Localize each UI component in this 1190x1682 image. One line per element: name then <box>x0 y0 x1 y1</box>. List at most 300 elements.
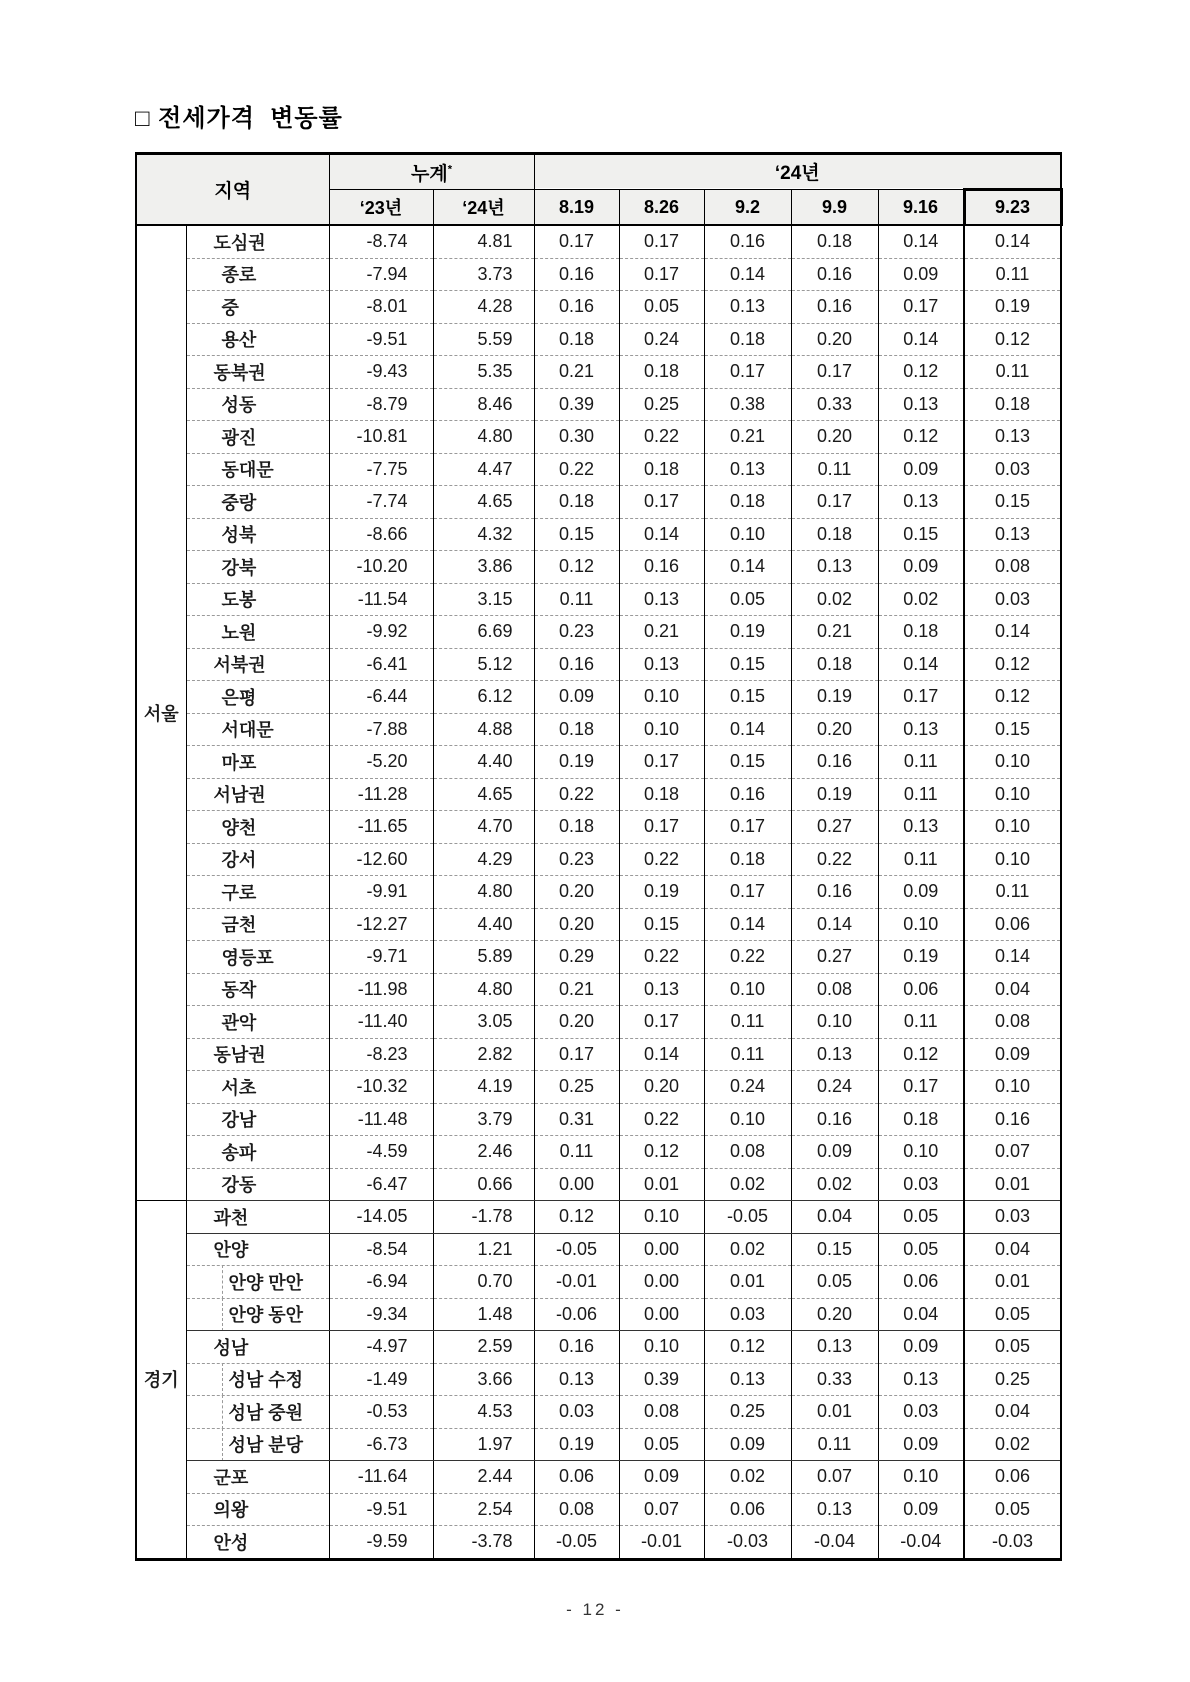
value-cell: 0.17 <box>791 486 878 519</box>
table-row <box>136 811 1061 844</box>
value-cell: 0.17 <box>534 225 619 258</box>
table-row <box>136 713 1061 746</box>
value-cell: 0.22 <box>619 843 704 876</box>
value-cell: 4.28 <box>433 291 534 324</box>
value-cell: 0.09 <box>878 258 964 291</box>
region-name: 중 <box>186 291 329 324</box>
value-cell: 0.17 <box>534 1038 619 1071</box>
value-cell: -0.53 <box>329 1396 433 1429</box>
value-cell: 0.19 <box>534 1428 619 1461</box>
value-cell: -8.66 <box>329 518 433 551</box>
value-cell: 0.13 <box>964 518 1061 551</box>
value-cell: 0.16 <box>791 258 878 291</box>
region-name: 서북권 <box>186 648 329 681</box>
table-row <box>136 356 1061 389</box>
value-cell: 0.16 <box>534 648 619 681</box>
value-cell: 0.05 <box>791 1266 878 1299</box>
value-cell: 0.39 <box>619 1363 704 1396</box>
value-cell: 0.12 <box>619 1136 704 1169</box>
value-cell: 0.10 <box>619 713 704 746</box>
value-cell: 0.18 <box>534 811 619 844</box>
page-title: □ 전세가격 변동률 <box>135 105 343 132</box>
region-name: 마포 <box>186 746 329 779</box>
table-row <box>136 1071 1061 1104</box>
value-cell: 0.20 <box>534 908 619 941</box>
value-cell: 0.12 <box>878 1038 964 1071</box>
value-cell: 0.19 <box>704 616 791 649</box>
value-cell: -6.94 <box>329 1266 433 1299</box>
value-cell: -4.59 <box>329 1136 433 1169</box>
region-name: 성동 <box>186 388 329 421</box>
value-cell: 0.11 <box>791 1428 878 1461</box>
value-cell: 0.10 <box>619 1201 704 1234</box>
value-cell: 0.13 <box>619 648 704 681</box>
header-col-0819: 8.19 <box>534 190 619 226</box>
value-cell: 0.11 <box>878 778 964 811</box>
jeonse-price-change-table <box>135 152 1063 1561</box>
value-cell: 0.08 <box>791 973 878 1006</box>
value-cell: 0.01 <box>791 1396 878 1429</box>
value-cell: -0.05 <box>704 1201 791 1234</box>
value-cell: 0.20 <box>619 1071 704 1104</box>
value-cell: 0.21 <box>534 356 619 389</box>
region-name: 강북 <box>186 551 329 584</box>
value-cell: 0.12 <box>964 323 1061 356</box>
region-name: 의왕 <box>186 1493 329 1526</box>
value-cell: 0.09 <box>964 1038 1061 1071</box>
value-cell: -10.20 <box>329 551 433 584</box>
value-cell: 0.12 <box>704 1331 791 1364</box>
value-cell: 0.19 <box>791 778 878 811</box>
table-row <box>136 616 1061 649</box>
region-name: 동대문 <box>186 453 329 486</box>
value-cell: 0.19 <box>791 681 878 714</box>
value-cell: 0.18 <box>619 778 704 811</box>
header-region: 지역 <box>136 154 329 226</box>
value-cell: 2.44 <box>433 1461 534 1494</box>
table-row <box>136 1006 1061 1039</box>
value-cell: 0.13 <box>878 1363 964 1396</box>
region-name: 은평 <box>186 681 329 714</box>
value-cell: 0.11 <box>878 746 964 779</box>
table-row <box>136 583 1061 616</box>
value-cell: -8.01 <box>329 291 433 324</box>
value-cell: 0.06 <box>704 1493 791 1526</box>
value-cell: 0.04 <box>878 1298 964 1331</box>
region-name: 성남 <box>186 1331 329 1364</box>
value-cell: 3.73 <box>433 258 534 291</box>
value-cell: 0.09 <box>878 551 964 584</box>
value-cell: 0.13 <box>878 811 964 844</box>
value-cell: 0.05 <box>878 1233 964 1266</box>
region-name: 서초 <box>186 1071 329 1104</box>
value-cell: 0.33 <box>791 388 878 421</box>
value-cell: 0.10 <box>878 1461 964 1494</box>
value-cell: 0.19 <box>534 746 619 779</box>
value-cell: 0.38 <box>704 388 791 421</box>
value-cell: 0.22 <box>619 1103 704 1136</box>
value-cell: 0.30 <box>534 421 619 454</box>
region-name: 동북권 <box>186 356 329 389</box>
value-cell: 0.03 <box>534 1396 619 1429</box>
value-cell: 0.02 <box>704 1233 791 1266</box>
value-cell: -11.65 <box>329 811 433 844</box>
value-cell: 0.01 <box>704 1266 791 1299</box>
value-cell: 0.18 <box>704 323 791 356</box>
value-cell: 0.10 <box>791 1006 878 1039</box>
value-cell: 0.05 <box>878 1201 964 1234</box>
value-cell: 0.19 <box>619 876 704 909</box>
value-cell: -11.98 <box>329 973 433 1006</box>
value-cell: 0.13 <box>534 1363 619 1396</box>
region-name: 성남 분당 <box>186 1428 329 1461</box>
value-cell: 0.02 <box>791 1168 878 1201</box>
value-cell: 0.01 <box>619 1168 704 1201</box>
value-cell: 4.80 <box>433 973 534 1006</box>
value-cell: 0.02 <box>964 1428 1061 1461</box>
value-cell: 0.18 <box>791 518 878 551</box>
table-row <box>136 1201 1061 1234</box>
value-cell: 3.86 <box>433 551 534 584</box>
value-cell: 0.09 <box>878 1331 964 1364</box>
value-cell: 0.06 <box>878 1266 964 1299</box>
value-cell: -10.32 <box>329 1071 433 1104</box>
table-row <box>136 388 1061 421</box>
region-name: 안양 동안 <box>186 1298 329 1331</box>
value-cell: 0.02 <box>704 1168 791 1201</box>
value-cell: 0.18 <box>619 356 704 389</box>
value-cell: 0.03 <box>964 453 1061 486</box>
region-name: 강동 <box>186 1168 329 1201</box>
value-cell: 0.27 <box>791 811 878 844</box>
value-cell: -0.06 <box>534 1298 619 1331</box>
value-cell: 0.17 <box>704 811 791 844</box>
value-cell: -6.44 <box>329 681 433 714</box>
value-cell: 0.20 <box>791 1298 878 1331</box>
value-cell: 0.20 <box>534 1006 619 1039</box>
value-cell: 0.15 <box>878 518 964 551</box>
table-row <box>136 876 1061 909</box>
value-cell: 0.10 <box>878 908 964 941</box>
value-cell: 0.09 <box>878 453 964 486</box>
footnote-mark: * <box>447 163 452 176</box>
region-name: 양천 <box>186 811 329 844</box>
table-row <box>136 778 1061 811</box>
table-row <box>136 323 1061 356</box>
value-cell: 0.18 <box>534 713 619 746</box>
value-cell: 0.15 <box>964 486 1061 519</box>
value-cell: 0.17 <box>619 225 704 258</box>
value-cell: 0.13 <box>964 421 1061 454</box>
value-cell: 0.03 <box>964 1201 1061 1234</box>
table-row <box>136 843 1061 876</box>
value-cell: -1.78 <box>433 1201 534 1234</box>
value-cell: 4.81 <box>433 225 534 258</box>
value-cell: 2.54 <box>433 1493 534 1526</box>
value-cell: 1.97 <box>433 1428 534 1461</box>
value-cell: 0.23 <box>534 616 619 649</box>
value-cell: 0.18 <box>534 486 619 519</box>
value-cell: 0.22 <box>619 941 704 974</box>
value-cell: 1.48 <box>433 1298 534 1331</box>
value-cell: -6.73 <box>329 1428 433 1461</box>
value-cell: 0.10 <box>704 518 791 551</box>
value-cell: 0.25 <box>964 1363 1061 1396</box>
value-cell: 0.14 <box>964 616 1061 649</box>
value-cell: 0.18 <box>791 225 878 258</box>
table-row <box>136 1233 1061 1266</box>
header-col-24: ‘24년 <box>433 190 534 226</box>
header-col-0923-highlighted: 9.23 <box>964 190 1061 226</box>
region-name: 노원 <box>186 616 329 649</box>
value-cell: -7.75 <box>329 453 433 486</box>
group-label: 서울 <box>136 225 186 1201</box>
value-cell: 0.03 <box>704 1298 791 1331</box>
value-cell: 0.08 <box>619 1396 704 1429</box>
value-cell: 0.66 <box>433 1168 534 1201</box>
table-row <box>136 486 1061 519</box>
value-cell: 0.16 <box>964 1103 1061 1136</box>
value-cell: 0.15 <box>534 518 619 551</box>
value-cell: 0.09 <box>791 1136 878 1169</box>
table-row <box>136 648 1061 681</box>
value-cell: 0.16 <box>791 876 878 909</box>
header-year24-group: ‘24년 <box>534 154 1061 190</box>
value-cell: 0.13 <box>878 388 964 421</box>
value-cell: -14.05 <box>329 1201 433 1234</box>
page-number: - 12 - <box>566 1600 624 1619</box>
value-cell: 0.11 <box>534 1136 619 1169</box>
value-cell: 0.19 <box>878 941 964 974</box>
value-cell: 0.08 <box>534 1493 619 1526</box>
value-cell: 0.17 <box>619 811 704 844</box>
header-col-0826: 8.26 <box>619 190 704 226</box>
table-row <box>136 225 1061 258</box>
value-cell: -0.04 <box>791 1526 878 1560</box>
value-cell: 0.17 <box>619 258 704 291</box>
value-cell: 0.18 <box>534 323 619 356</box>
value-cell: 4.80 <box>433 876 534 909</box>
table-row <box>136 1363 1061 1396</box>
value-cell: 0.10 <box>619 681 704 714</box>
region-name: 도심권 <box>186 225 329 258</box>
value-cell: -7.74 <box>329 486 433 519</box>
value-cell: 0.10 <box>704 1103 791 1136</box>
table-row <box>136 453 1061 486</box>
value-cell: 0.13 <box>791 1493 878 1526</box>
value-cell: 0.18 <box>704 486 791 519</box>
value-cell: 0.11 <box>964 876 1061 909</box>
value-cell: -11.40 <box>329 1006 433 1039</box>
value-cell: 0.20 <box>791 421 878 454</box>
value-cell: 0.02 <box>791 583 878 616</box>
value-cell: -0.01 <box>619 1526 704 1560</box>
value-cell: -3.78 <box>433 1526 534 1560</box>
value-cell: 0.11 <box>878 1006 964 1039</box>
value-cell: 0.11 <box>704 1038 791 1071</box>
group-label: 경기 <box>136 1201 186 1560</box>
value-cell: 0.21 <box>791 616 878 649</box>
value-cell: 0.01 <box>964 1266 1061 1299</box>
value-cell: 0.17 <box>791 356 878 389</box>
value-cell: 0.14 <box>964 225 1061 258</box>
table-row <box>136 681 1061 714</box>
value-cell: 0.11 <box>534 583 619 616</box>
value-cell: 4.29 <box>433 843 534 876</box>
value-cell: 0.05 <box>619 291 704 324</box>
table-row <box>136 1428 1061 1461</box>
value-cell: 0.39 <box>534 388 619 421</box>
value-cell: 0.00 <box>534 1168 619 1201</box>
value-cell: 0.15 <box>619 908 704 941</box>
value-cell: 0.15 <box>791 1233 878 1266</box>
table-row <box>136 1493 1061 1526</box>
value-cell: 0.07 <box>791 1461 878 1494</box>
value-cell: -9.91 <box>329 876 433 909</box>
value-cell: 5.89 <box>433 941 534 974</box>
value-cell: 5.12 <box>433 648 534 681</box>
value-cell: 0.06 <box>964 1461 1061 1494</box>
value-cell: 0.17 <box>878 1071 964 1104</box>
value-cell: 0.24 <box>619 323 704 356</box>
value-cell: 0.12 <box>964 648 1061 681</box>
value-cell: 3.79 <box>433 1103 534 1136</box>
value-cell: 0.06 <box>878 973 964 1006</box>
sub-level-divider <box>222 1266 223 1299</box>
value-cell: -11.48 <box>329 1103 433 1136</box>
value-cell: -0.03 <box>964 1526 1061 1560</box>
value-cell: 0.21 <box>619 616 704 649</box>
value-cell: 4.40 <box>433 746 534 779</box>
value-cell: 0.04 <box>964 973 1061 1006</box>
value-cell: 0.03 <box>964 583 1061 616</box>
table-row <box>136 1168 1061 1201</box>
value-cell: -0.05 <box>534 1526 619 1560</box>
value-cell: 0.17 <box>619 746 704 779</box>
value-cell: 0.04 <box>964 1396 1061 1429</box>
table-row <box>136 1103 1061 1136</box>
value-cell: 0.18 <box>619 453 704 486</box>
sub-level-divider <box>222 1428 223 1461</box>
value-cell: -0.01 <box>534 1266 619 1299</box>
value-cell: 0.16 <box>534 258 619 291</box>
value-cell: 0.22 <box>534 778 619 811</box>
value-cell: -9.43 <box>329 356 433 389</box>
value-cell: -1.49 <box>329 1363 433 1396</box>
value-cell: 0.18 <box>878 1103 964 1136</box>
value-cell: 0.12 <box>878 356 964 389</box>
value-cell: 0.33 <box>791 1363 878 1396</box>
region-name: 서대문 <box>186 713 329 746</box>
value-cell: -9.71 <box>329 941 433 974</box>
value-cell: 4.40 <box>433 908 534 941</box>
value-cell: 0.16 <box>791 1103 878 1136</box>
value-cell: 0.16 <box>791 291 878 324</box>
value-cell: 0.13 <box>704 453 791 486</box>
value-cell: 3.05 <box>433 1006 534 1039</box>
value-cell: 0.13 <box>704 291 791 324</box>
region-name: 동남권 <box>186 1038 329 1071</box>
value-cell: 0.12 <box>534 551 619 584</box>
value-cell: -10.81 <box>329 421 433 454</box>
table-row <box>136 1331 1061 1364</box>
value-cell: 1.21 <box>433 1233 534 1266</box>
value-cell: 0.22 <box>619 421 704 454</box>
region-name: 강서 <box>186 843 329 876</box>
value-cell: 0.14 <box>791 908 878 941</box>
value-cell: 0.17 <box>878 681 964 714</box>
value-cell: 0.09 <box>878 1493 964 1526</box>
value-cell: 0.06 <box>964 908 1061 941</box>
sub-level-divider <box>222 1298 223 1331</box>
value-cell: 0.10 <box>619 1331 704 1364</box>
value-cell: 2.59 <box>433 1331 534 1364</box>
value-cell: 0.14 <box>704 258 791 291</box>
value-cell: 0.17 <box>704 876 791 909</box>
value-cell: 0.14 <box>619 1038 704 1071</box>
value-cell: 0.05 <box>619 1428 704 1461</box>
value-cell: 0.02 <box>878 583 964 616</box>
value-cell: 0.24 <box>704 1071 791 1104</box>
value-cell: 0.00 <box>619 1233 704 1266</box>
value-cell: -12.60 <box>329 843 433 876</box>
value-cell: 0.16 <box>534 1331 619 1364</box>
value-cell: 0.10 <box>964 746 1061 779</box>
value-cell: 0.04 <box>964 1233 1061 1266</box>
value-cell: -12.27 <box>329 908 433 941</box>
region-name: 영등포 <box>186 941 329 974</box>
value-cell: 0.09 <box>534 681 619 714</box>
value-cell: 0.07 <box>964 1136 1061 1169</box>
value-cell: 0.02 <box>704 1461 791 1494</box>
value-cell: 0.14 <box>704 713 791 746</box>
value-cell: 0.13 <box>878 486 964 519</box>
value-cell: 6.12 <box>433 681 534 714</box>
price-change-table-wrap <box>135 152 1063 1561</box>
value-cell: 0.17 <box>619 1006 704 1039</box>
value-cell: 0.23 <box>534 843 619 876</box>
value-cell: 0.14 <box>619 518 704 551</box>
value-cell: 0.13 <box>791 1038 878 1071</box>
table-row <box>136 1298 1061 1331</box>
value-cell: 0.15 <box>964 713 1061 746</box>
region-name: 과천 <box>186 1201 329 1234</box>
value-cell: 0.14 <box>878 648 964 681</box>
value-cell: 0.13 <box>704 1363 791 1396</box>
value-cell: 0.16 <box>791 746 878 779</box>
value-cell: 0.10 <box>964 778 1061 811</box>
value-cell: 0.06 <box>534 1461 619 1494</box>
region-name: 구로 <box>186 876 329 909</box>
value-cell: 0.20 <box>791 323 878 356</box>
value-cell: 0.05 <box>704 583 791 616</box>
value-cell: 0.10 <box>964 843 1061 876</box>
value-cell: 0.10 <box>704 973 791 1006</box>
value-cell: -4.97 <box>329 1331 433 1364</box>
value-cell: 0.10 <box>964 811 1061 844</box>
value-cell: 0.12 <box>964 681 1061 714</box>
value-cell: -5.20 <box>329 746 433 779</box>
value-cell: 0.18 <box>704 843 791 876</box>
value-cell: 0.15 <box>704 648 791 681</box>
value-cell: 0.13 <box>791 551 878 584</box>
value-cell: 4.70 <box>433 811 534 844</box>
header-cumulative: 누계* <box>329 154 534 190</box>
table-row <box>136 518 1061 551</box>
value-cell: 0.07 <box>619 1493 704 1526</box>
value-cell: 0.25 <box>619 388 704 421</box>
table-row <box>136 421 1061 454</box>
